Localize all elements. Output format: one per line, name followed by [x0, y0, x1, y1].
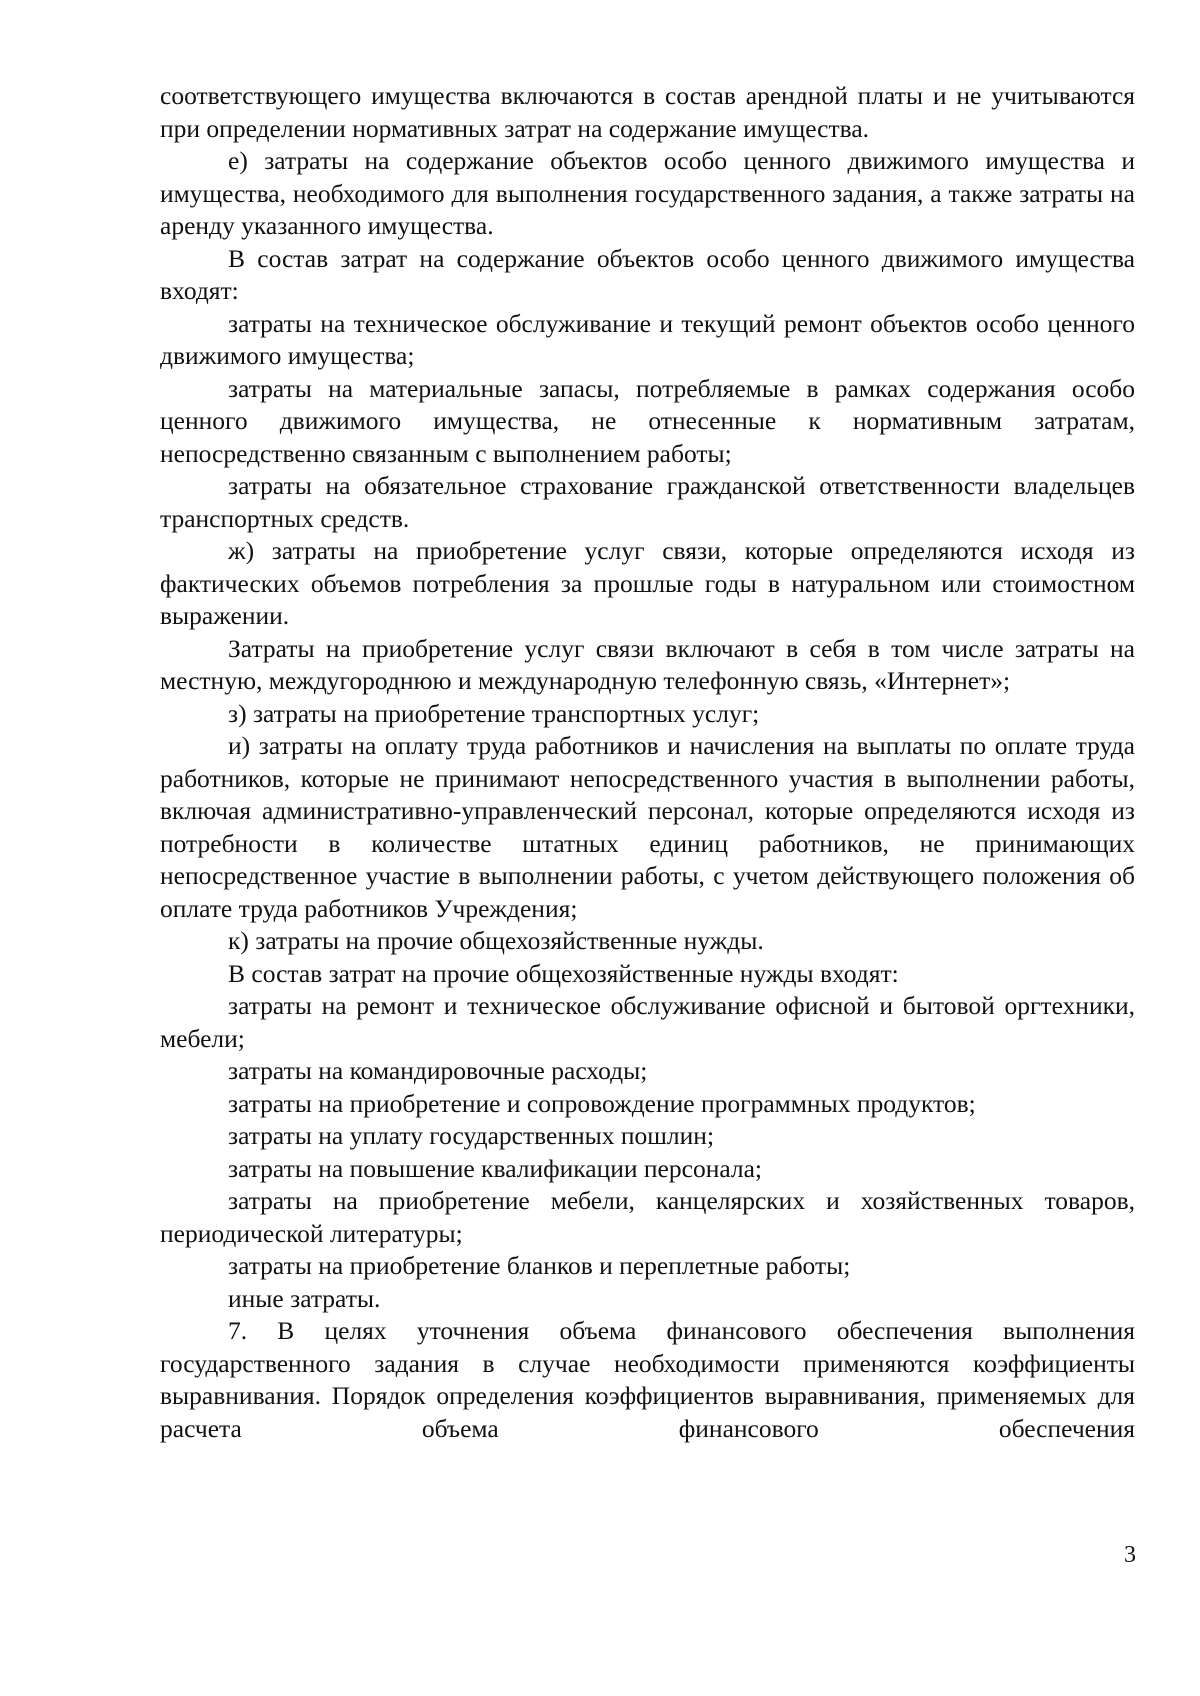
paragraph-item-k: к) затраты на прочие общехозяйственные нужды.: [228, 926, 764, 955]
paragraph-k-composition: В состав затрат на прочие общехозяйственные нужды входят:: [228, 958, 899, 988]
paragraph-k-forms: затраты на приобретение бланков и переплетные работы;: [228, 1251, 851, 1280]
paragraph-e-maintenance: затраты на техническое обслуживание и текущий ремонт объектов особо ценного движимого имущества;: [160, 308, 1135, 370]
paragraph-continuation: соответствующего имущества включаются в состав арендной платы и не учитываются при определении нормативных затрат на содержание имущества.: [160, 81, 1135, 143]
paragraph-e-composition: В состав затрат на содержание объектов особо ценного движимого имущества входят:: [160, 243, 1135, 305]
page-number: 3: [1124, 1542, 1136, 1568]
paragraph-e-insurance: затраты на обязательное страхование гражданской ответственности владельцев транспортных средств.: [160, 471, 1135, 533]
paragraph-k-other: иные затраты.: [228, 1283, 381, 1313]
paragraph-k-training: затраты на повышение квалификации персонала;: [228, 1153, 763, 1183]
paragraph-k-software: затраты на приобретение и сопровождение программных продуктов;: [228, 1088, 976, 1118]
paragraph-item-i: и) затраты на оплату труда работников и начисления на выплаты по оплате труда работников, которые не принимают непосредственного участия в выполнении работы, включая административно-управленческий персонал, которые определяются исходя из потребности в количестве штатных единиц работников, не принимающих непосредственное участие в выполнении работы, с учетом действующего положения об оплате труда работников Учреждения;: [160, 731, 1135, 923]
paragraph-k-repair: затраты на ремонт и техническое обслуживание офисной и бытовой оргтехники, мебели;: [160, 991, 1135, 1053]
paragraph-item-7: 7. В целях уточнения объема финансового обеспечения выполнения государственного задания в случае необходимости применяются коэффициенты выравнивания. Порядок определения коэффициентов выравнивания, применяемых для расчета объема финансового обеспечения: [160, 1316, 1135, 1443]
paragraph-k-furniture: затраты на приобретение мебели, канцелярских и хозяйственных товаров, периодической литературы;: [160, 1186, 1135, 1248]
paragraph-k-duties: затраты на уплату государственных пошлин;: [228, 1121, 715, 1150]
paragraph-item-e: е) затраты на содержание объектов особо ценного движимого имущества и имущества, необходимого для выполнения государственного задания, а также затраты на аренду указанного имущества.: [160, 146, 1135, 240]
paragraph-item-z: з) затраты на приобретение транспортных услуг;: [228, 698, 760, 728]
document-body: [160, 80, 1135, 1445]
paragraph-e-materials: затраты на материальные запасы, потребляемые в рамках содержания особо ценного движимого имущества, не отнесенные к нормативным затратам, непосредственно связанным с выполнением работы;: [160, 373, 1135, 468]
paragraph-k-travel: затраты на командировочные расходы;: [228, 1056, 648, 1085]
paragraph-zh-communication: Затраты на приобретение услуг связи включают в себя в том числе затраты на местную, междугороднюю и международную телефонную связь, «Интернет»;: [160, 633, 1135, 695]
paragraph-item-zh: ж) затраты на приобретение услуг связи, которые определяются исходя из фактических объемов потребления за прошлые годы в натуральном или стоимостном выражении.: [160, 536, 1135, 630]
